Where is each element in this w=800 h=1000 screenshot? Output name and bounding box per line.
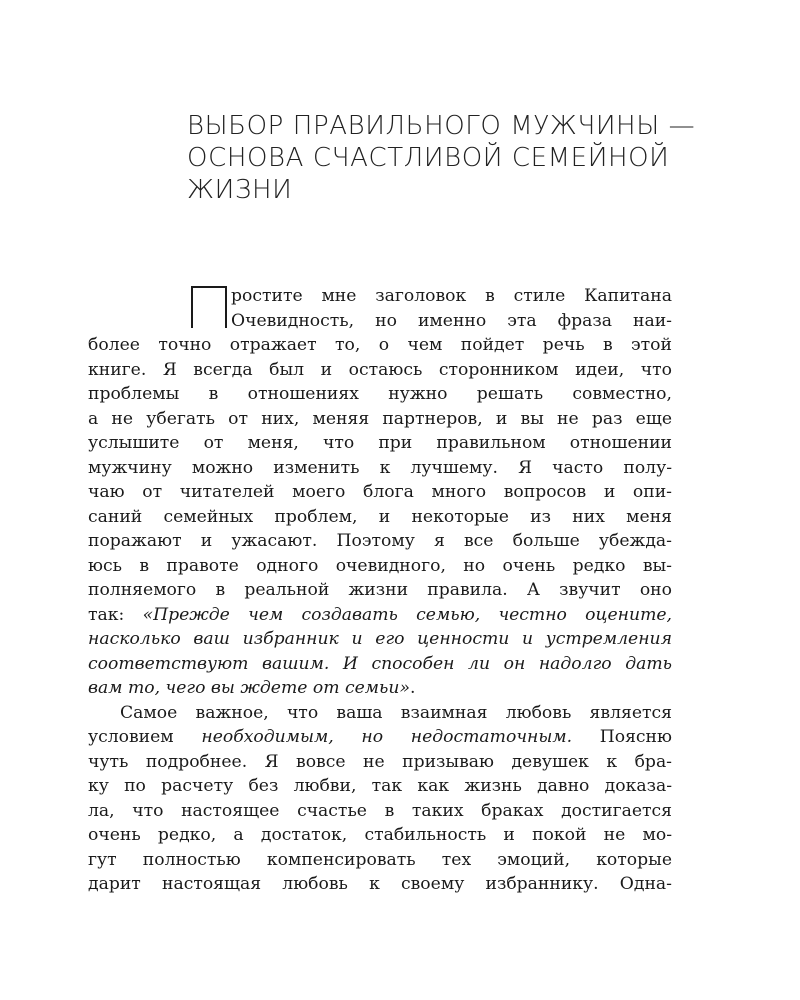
text-run: условием	[88, 727, 202, 747]
body-line: проблемы в отношениях нужно решать совместно,	[88, 384, 672, 404]
body-line: чаю от читателей моего блога много вопросов и опи-	[88, 482, 672, 502]
body-line: ростите мне заголовок в стиле Капитана	[231, 286, 672, 306]
drop-cap	[191, 286, 227, 328]
body-line: ла, что настоящее счастье в таких браках достигается	[88, 800, 672, 821]
quote-lead: так:	[88, 604, 125, 625]
body-line: саний семейных проблем, и некоторые из них меня	[88, 506, 672, 527]
italic-quote: вам то, чего вы ждете от семьи»	[88, 678, 410, 698]
chapter-title-line: ОСНОВА СЧАСТЛИВОЙ СЕМЕЙНОЙ	[187, 143, 670, 173]
body-line: чуть подробнее. Я вовсе не призываю девушек к бра-	[88, 751, 672, 772]
chapter-title	[187, 110, 707, 206]
body-line: мужчину можно изменить к лучшему. Я часто полу-	[88, 457, 672, 478]
body-line: поражают и ужасают. Поэтому я все больше убежда-	[88, 531, 672, 551]
text-run: Поясню	[572, 727, 672, 747]
italic-run: необходимым, но недостаточным.	[201, 727, 573, 747]
body-line: ку по расчету без любви, так как жизнь давно доказа-	[88, 776, 672, 796]
body-line: гут полностью компенсировать тех эмоций, которые	[88, 849, 672, 870]
chapter-title-line: ВЫБОР ПРАВИЛЬНОГО МУЖЧИНЫ —	[187, 111, 696, 141]
body-line: Очевидность, но именно эта фраза наи-	[231, 310, 672, 331]
body-line: более точно отражает то, о чем пойдет речь в этой	[88, 335, 672, 355]
body-line: услышите от меня, что при правильном отношении	[88, 433, 672, 453]
body-line	[88, 725, 672, 750]
body-line: дарит настоящая любовь к своему избраннику. Одна-	[88, 874, 672, 894]
italic-quote: «Прежде чем создавать семью, честно оцените,	[142, 604, 672, 625]
italic-quote-line: насколько ваш избранник и его ценности и устремления	[88, 629, 672, 649]
chapter-body	[88, 284, 672, 897]
italic-quote-line: соответствуют вашим. И способен ли он надолго дать	[88, 653, 672, 674]
quote-end: .	[410, 678, 416, 698]
body-line	[88, 603, 672, 628]
body-line: юсь в правоте одного очевидного, но очень редко вы-	[88, 555, 672, 576]
body-line: полняемого в реальной жизни правила. А звучит оно	[88, 580, 672, 600]
body-line: Самое важное, что ваша взаимная любовь является	[120, 702, 672, 723]
body-line: очень редко, а достаток, стабильность и покой не мо-	[88, 825, 672, 845]
body-line: а не убегать от них, меняя партнеров, и вы не раз еще	[88, 408, 672, 429]
body-line: книге. Я всегда был и остаюсь сторонником идеи, что	[88, 359, 672, 380]
chapter-title-line: ЖИЗНИ	[187, 175, 293, 205]
body-line	[88, 676, 672, 701]
